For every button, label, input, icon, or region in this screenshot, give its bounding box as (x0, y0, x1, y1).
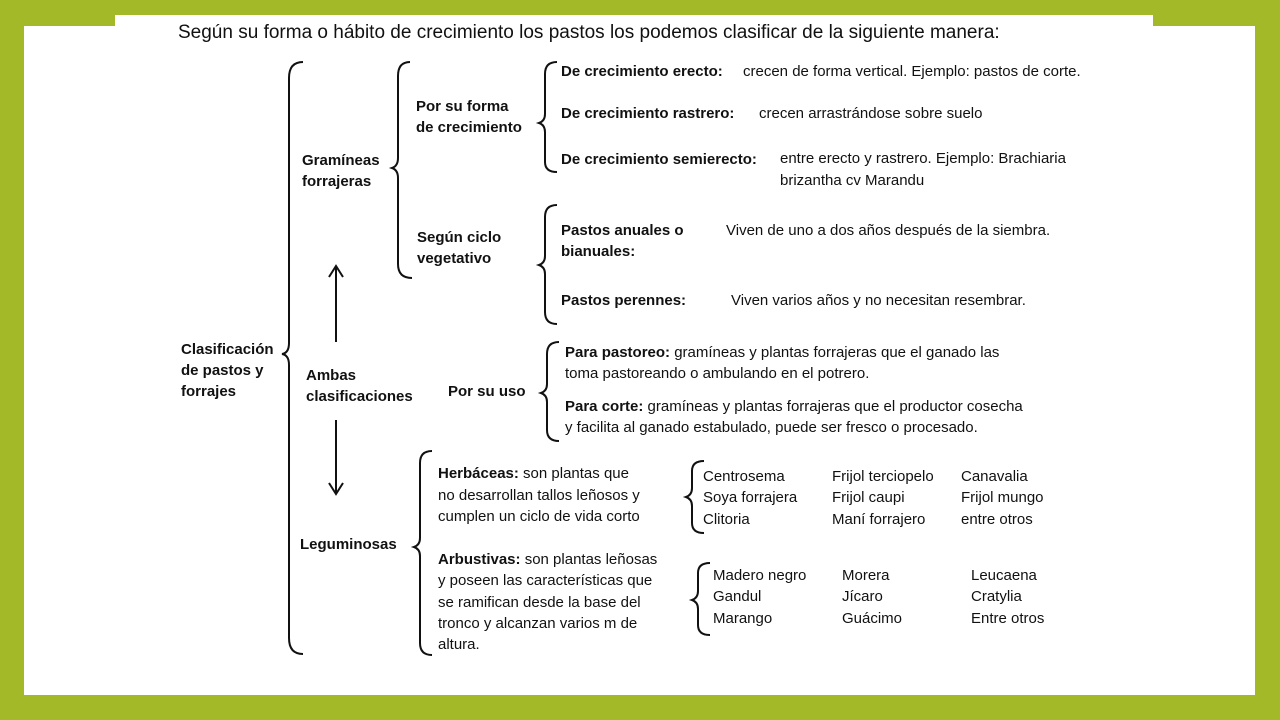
arbustivas-line-3: se ramifican desde la base del (438, 594, 641, 611)
ciclo-item-term: bianuales: (561, 243, 636, 260)
page-title: Según su forma o hábito de crecimiento los pastos los podemos clasificar de la siguiente manera: (178, 22, 1000, 43)
brace-ciclo (539, 205, 557, 324)
uso-item-line-1 (565, 342, 999, 363)
uso-label: Por su uso (448, 383, 526, 400)
ciclo-label-line-1: Según ciclo (417, 229, 502, 246)
ciclo-label-line-2: vegetativo (417, 250, 492, 267)
arbustivas-example: Cratylia (971, 588, 1022, 605)
arbustivas-example: Guácimo (842, 610, 903, 627)
arbustivas-line-4: tronco y alcanzan varios m de (438, 615, 638, 632)
root-label-line-1: Clasificación (181, 341, 274, 358)
herbaceas-example: Canavalia (961, 468, 1028, 485)
herbaceas-example: Clitoria (703, 511, 750, 528)
herbaceas-line-3: cumplen un ciclo de vida corto (438, 508, 640, 525)
forma-item-desc: crecen arrastrándose sobre suelo (759, 105, 983, 122)
ambas-label-line-2: clasificaciones (306, 388, 413, 405)
brace-uso (541, 342, 559, 441)
herbaceas-example: Maní forrajero (832, 511, 926, 528)
forma-item-term: De crecimiento rastrero: (561, 105, 735, 122)
gramineas-label-line-2: forrajeras (302, 173, 372, 190)
forma-item-term: De crecimiento semierecto: (561, 151, 757, 168)
forma-item-desc: crecen de forma vertical. Ejemplo: pastos de corte. (743, 63, 1081, 80)
arbustivas-desc: son plantas leñosas (520, 551, 658, 568)
forma-label-line-2: de crecimiento (416, 119, 522, 136)
arbustivas-line-5: altura. (438, 636, 480, 653)
brace-forma (539, 62, 557, 172)
root-label-line-2: de pastos y (181, 362, 264, 379)
uso-item-line-2: toma pastoreando o ambulando en el potrero. (565, 365, 870, 382)
herbaceas-line-1 (438, 463, 629, 484)
herbaceas-example: Frijol terciopelo (832, 468, 934, 485)
arbustivas-example: Leucaena (971, 567, 1037, 584)
arbustivas-example: Entre otros (971, 610, 1045, 627)
forma-item-desc: brizantha cv Marandu (780, 172, 925, 189)
uso-item-line-2: y facilita al ganado estabulado, puede ser fresco o procesado. (565, 419, 978, 436)
forma-label-line-1: Por su forma (416, 98, 509, 115)
ciclo-item-term: Pastos perennes: (561, 292, 687, 309)
herbaceas-term: Herbáceas: (438, 465, 519, 482)
uso-item-line-1 (565, 396, 1023, 417)
gramineas-label-line-1: Gramíneas (302, 152, 380, 169)
arbustivas-line-2: y poseen las características que (438, 572, 653, 589)
arrow-down (329, 420, 343, 494)
herbaceas-example: Soya forrajera (703, 489, 798, 506)
arbustivas-line-1 (438, 549, 657, 570)
uso-item-desc: gramíneas y plantas forrajeras que el ganado las (670, 344, 1000, 361)
ciclo-item-term: Pastos anuales o (561, 222, 684, 239)
arbustivas-term: Arbustivas: (438, 551, 521, 568)
herbaceas-example: Centrosema (703, 468, 785, 485)
forma-item-desc: entre erecto y rastrero. Ejemplo: Brachiaria (780, 150, 1066, 167)
brace-herbaceas (686, 461, 704, 533)
herbaceas-desc: son plantas que (518, 465, 629, 482)
ambas-label-line-1: Ambas (306, 367, 357, 384)
brace-leguminosas (414, 451, 432, 655)
arbustivas-example: Morera (842, 567, 890, 584)
forma-item-term: De crecimiento erecto: (561, 63, 723, 80)
uso-item-term: Para corte: (565, 398, 644, 415)
uso-item-term: Para pastoreo: (565, 344, 671, 361)
herbaceas-line-2: no desarrollan tallos leñosos y (438, 487, 640, 504)
brace-root (282, 62, 303, 654)
leguminosas-label: Leguminosas (300, 536, 397, 553)
arbustivas-example: Marango (713, 610, 773, 627)
root-label-line-3: forrajes (181, 383, 237, 400)
ciclo-item-desc: Viven de uno a dos años después de la siembra. (726, 222, 1051, 239)
arbustivas-example: Gandul (713, 588, 762, 605)
uso-item-desc: gramíneas y plantas forrajeras que el productor cosecha (643, 398, 1023, 415)
brace-gramineas (392, 62, 412, 278)
brace-arbustivas (692, 563, 710, 635)
herbaceas-example: Frijol caupi (832, 489, 905, 506)
ciclo-item-desc: Viven varios años y no necesitan resembrar. (731, 292, 1026, 309)
herbaceas-example: entre otros (961, 511, 1033, 528)
arbustivas-example: Jícaro (842, 588, 883, 605)
arbustivas-example: Madero negro (713, 567, 807, 584)
arrow-up (329, 266, 343, 342)
herbaceas-example: Frijol mungo (961, 489, 1044, 506)
